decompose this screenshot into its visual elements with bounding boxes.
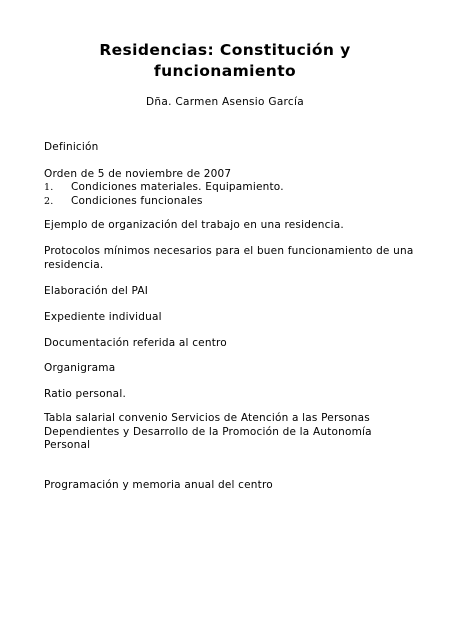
section-protocols: Protocolos mínimos necesarios para el buen funcionamiento de una residencia. bbox=[44, 245, 414, 271]
definition-heading: Definición bbox=[44, 141, 99, 153]
order-list-item bbox=[44, 181, 414, 195]
list-number: 1. bbox=[44, 182, 54, 193]
list-item-text: Condiciones materiales. Equipamiento. bbox=[71, 181, 284, 193]
section-pai: Elaboración del PAI bbox=[44, 285, 149, 297]
section-center-documentation: Documentación referida al centro bbox=[44, 337, 227, 349]
section-organization-example: Ejemplo de organización del trabajo en una residencia. bbox=[44, 219, 344, 231]
document-title: Residencias: Constitución y funcionamiento bbox=[99, 41, 351, 80]
section-individual-file: Expediente individual bbox=[44, 311, 162, 323]
order-list bbox=[44, 181, 414, 208]
list-number: 2. bbox=[44, 195, 54, 207]
list-item-text: Condiciones funcionales bbox=[71, 194, 203, 207]
section-staff-ratio: Ratio personal. bbox=[44, 388, 126, 400]
section-annual-programming: Programación y memoria anual del centro bbox=[44, 479, 273, 491]
order-line: Orden de 5 de noviembre de 2007 bbox=[44, 168, 232, 180]
section-salary-table: Tabla salarial convenio Servicios de Atención a las Personas Dependientes y Desarrollo de la Promoción de la Autonomía Personal bbox=[44, 412, 372, 451]
order-list-item bbox=[44, 195, 414, 209]
document-author: Dña. Carmen Asensio García bbox=[146, 96, 304, 108]
section-org-chart: Organigrama bbox=[44, 362, 116, 374]
